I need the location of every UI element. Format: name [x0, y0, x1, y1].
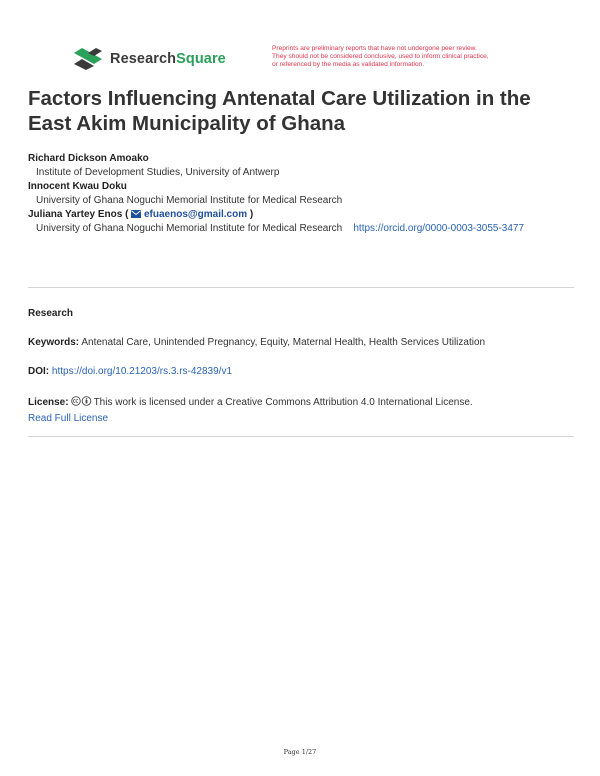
author-list — [28, 152, 578, 236]
page-number: Page 1/27 — [283, 748, 317, 756]
license-text: This work is licensed under a Creative Commons Attribution 4.0 International License. — [93, 397, 473, 408]
author-name: Richard Dickson Amoako — [28, 153, 149, 164]
author-name: Innocent Kwau Doku — [28, 181, 127, 192]
author-affiliation: University of Ghana Noguchi Memorial Institute for Medical Research — [36, 195, 343, 206]
disclaimer-line: Preprints are preliminary reports that have not undergone peer review. — [272, 45, 477, 52]
read-full-license-link[interactable]: Read Full License — [28, 413, 109, 424]
logo-wordmark: ResearchSquare — [110, 51, 226, 67]
preprint-disclaimer — [272, 45, 534, 69]
email-link[interactable]: efuaenos@gmail.com — [131, 209, 247, 220]
creative-commons-icon — [71, 396, 92, 411]
paper-title — [28, 86, 576, 136]
keywords-value: Antenatal Care, Unintended Pregnancy, Equity, Maternal Health, Health Services Utilization — [81, 337, 486, 348]
author-name: Juliana Yartey Enos — [28, 209, 123, 220]
doi-label: DOI: — [28, 366, 50, 377]
author-affiliation: University of Ghana Noguchi Memorial Institute for Medical Research https://orcid.org/0000-0003-3055-3477 — [36, 223, 525, 234]
divider — [28, 287, 574, 288]
keywords-label: Keywords: — [28, 337, 80, 348]
doi-link[interactable]: https://doi.org/10.21203/rs.3.rs-42839/v1 — [51, 366, 233, 377]
divider — [28, 436, 574, 437]
keywords — [28, 337, 485, 348]
research-square-logo-icon — [74, 48, 102, 70]
disclaimer-line: or referenced by the media as validated information. — [272, 61, 425, 68]
article-type: Research — [28, 308, 74, 319]
author-affiliation: Institute of Development Studies, University of Antwerp — [36, 167, 280, 178]
title-line: Factors Influencing Antenatal Care Utilization in the — [28, 87, 531, 110]
license — [28, 395, 473, 426]
corresponding-author: Juliana Yartey Enos ( efuaenos@gmail.com ) — [28, 209, 254, 220]
research-square-logo[interactable] — [74, 48, 226, 70]
license-label: License: — [28, 397, 69, 408]
title-line: East Akim Municipality of Ghana — [28, 112, 346, 135]
doi — [28, 366, 232, 377]
orcid-link[interactable]: https://orcid.org/0000-0003-3055-3477 — [353, 223, 525, 234]
envelope-icon — [131, 210, 141, 218]
disclaimer-line: They should not be considered conclusive, used to inform clinical practice, — [272, 53, 489, 60]
